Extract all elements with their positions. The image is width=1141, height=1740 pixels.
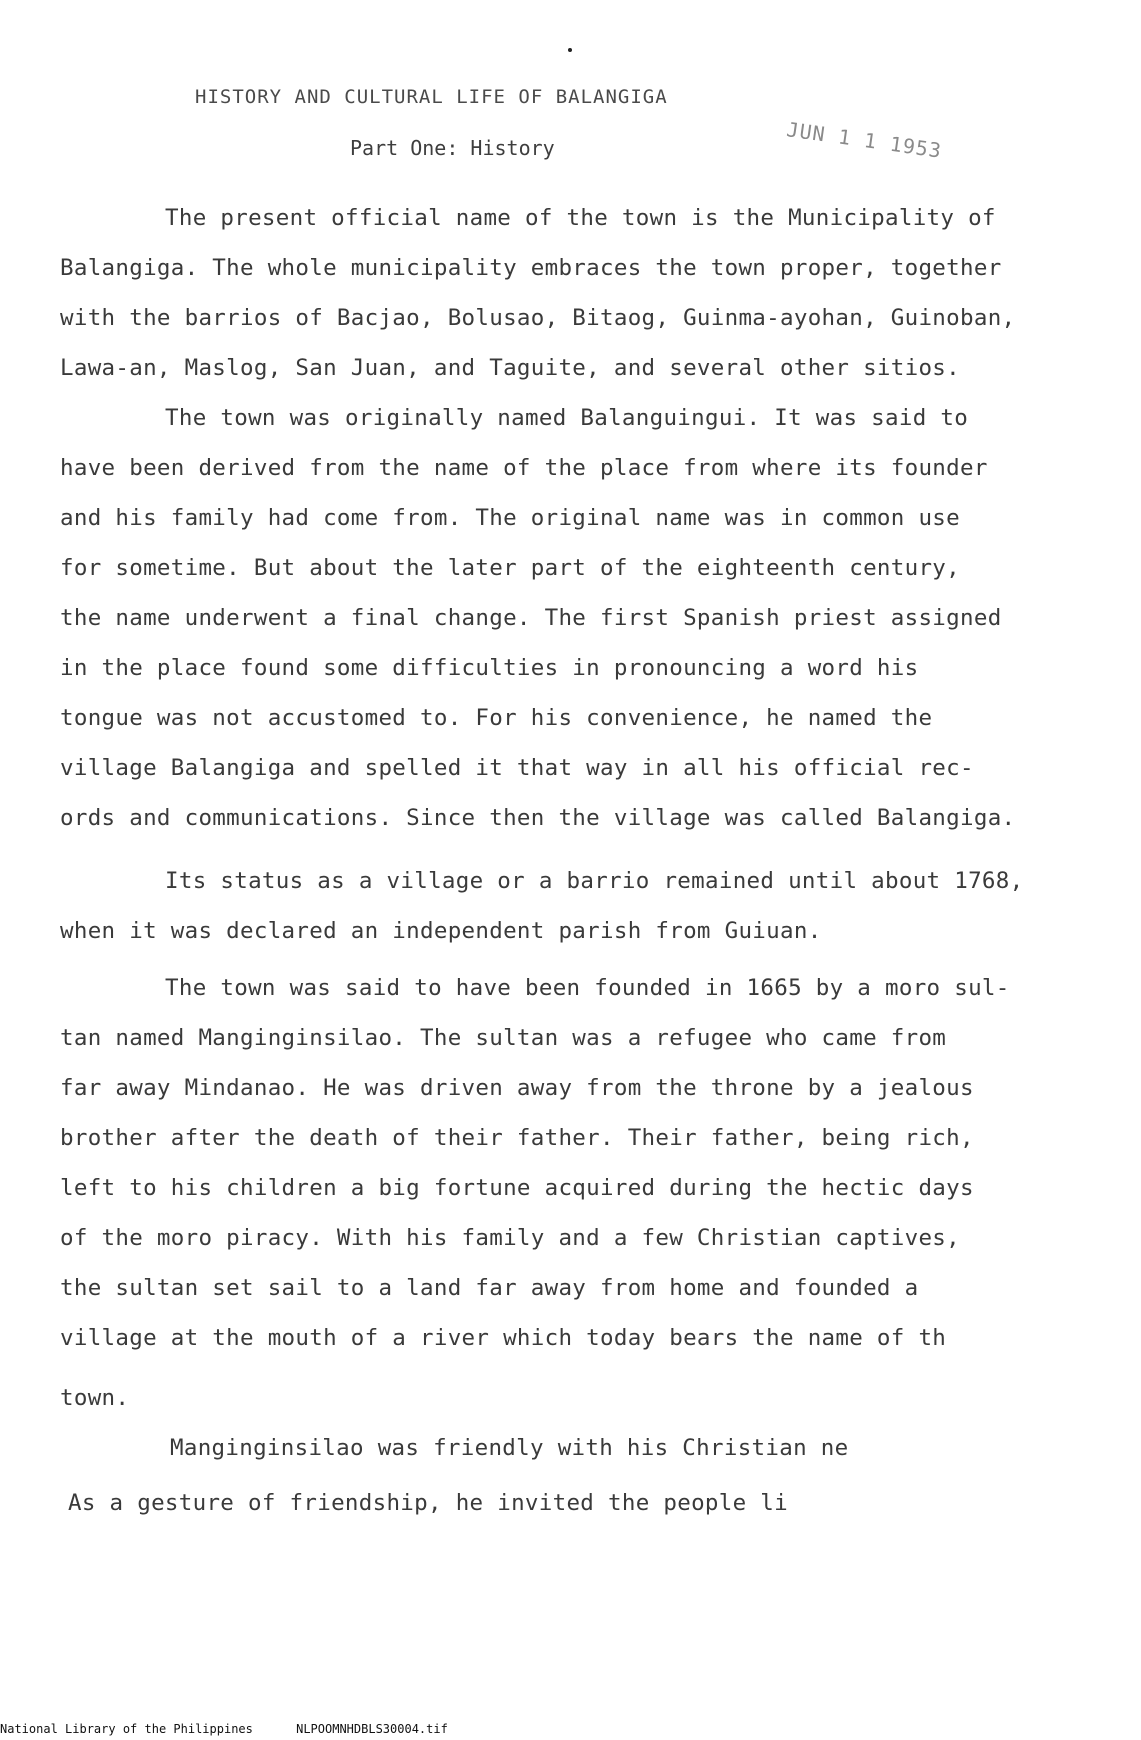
ink-speck [568, 48, 572, 52]
text-line: when it was declared an independent parish from Guiuan. [60, 918, 822, 944]
text-line: Manginginsilao was friendly with his Christian ne [170, 1435, 849, 1461]
text-line: left to his children a big fortune acquired during the hectic days [60, 1175, 974, 1201]
text-line: for sometime. But about the later part of the eighteenth century, [60, 555, 960, 581]
text-line: The town was said to have been founded in 1665 by a moro sul- [165, 975, 1010, 1001]
text-line: village Balangiga and spelled it that way in all his official rec- [60, 755, 974, 781]
text-line: have been derived from the name of the place from where its founder [60, 455, 988, 481]
text-line: As a gesture of friendship, he invited the people li [68, 1490, 788, 1516]
text-line: The present official name of the town is the Municipality of [165, 205, 996, 231]
file-name: NLPOOMNHDBLS30004.tif [296, 1722, 448, 1736]
text-line: with the barrios of Bacjao, Bolusao, Bitaog, Guinma-ayohan, Guinoban, [60, 305, 1016, 331]
text-line: Its status as a village or a barrio remained until about 1768, [165, 868, 1024, 894]
text-line: brother after the death of their father. Their father, being rich, [60, 1125, 974, 1151]
text-line: town. [60, 1385, 130, 1411]
text-line: far away Mindanao. He was driven away from the throne by a jealous [60, 1075, 974, 1101]
text-line: in the place found some difficulties in pronouncing a word his [60, 655, 919, 681]
library-credit: National Library of the Philippines [0, 1722, 253, 1736]
document-title: HISTORY AND CULTURAL LIFE OF BALANGIGA [195, 86, 668, 108]
text-line: the name underwent a final change. The first Spanish priest assigned [60, 605, 1002, 631]
text-line: Lawa-an, Maslog, San Juan, and Taguite, and several other sitios. [60, 355, 960, 381]
text-line: tan named Manginginsilao. The sultan was a refugee who came from [60, 1025, 947, 1051]
text-line: Balangiga. The whole municipality embraces the town proper, together [60, 255, 1002, 281]
text-line: the sultan set sail to a land far away from home and founded a [60, 1275, 919, 1301]
text-line: ords and communications. Since then the village was called Balangiga. [60, 805, 1016, 831]
text-line: tongue was not accustomed to. For his convenience, he named the [60, 705, 933, 731]
document-subtitle: Part One: History [350, 136, 555, 160]
scan-footer [0, 1722, 484, 1736]
text-line: village at the mouth of a river which today bears the name of th [60, 1325, 947, 1351]
received-date-stamp: JUN 1 1 1953 [785, 117, 944, 163]
text-line: The town was originally named Balanguingui. It was said to [165, 405, 969, 431]
text-line: of the moro piracy. With his family and a few Christian captives, [60, 1225, 960, 1251]
text-line: and his family had come from. The original name was in common use [60, 505, 960, 531]
